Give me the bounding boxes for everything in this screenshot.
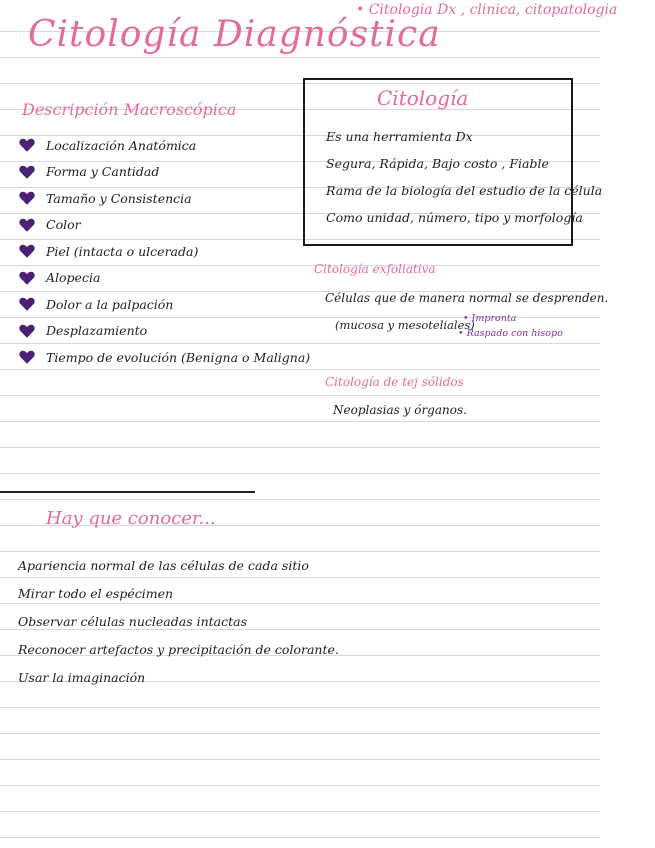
- subject-tag: • Citologia Dx , clinica, citopatologia: [356, 2, 618, 18]
- macro-heading: Descripción Macroscópica: [22, 100, 237, 119]
- heart-icon: [18, 295, 36, 313]
- exfoliativa-description: Células que de manera normal se desprenden.: [325, 291, 609, 305]
- page-margin: [600, 0, 655, 848]
- heart-icon: [18, 322, 36, 340]
- list-item-label: Localización Anatómica: [46, 137, 197, 153]
- exfoliativa-title: Citología exfoliativa: [314, 262, 436, 276]
- list-item: Mirar todo el espécimen: [18, 586, 174, 601]
- list-item-label: Alopecia: [46, 270, 101, 286]
- heart-icon: [18, 348, 36, 366]
- list-item: Reconocer artefactos y precipitación de colorante.: [18, 642, 339, 657]
- heart-icon: [18, 242, 36, 260]
- list-item-label: Dolor a la palpación: [46, 296, 174, 312]
- list-item: [18, 344, 310, 371]
- section-divider: [0, 491, 255, 493]
- list-item-label: Desplazamiento: [46, 323, 148, 339]
- list-item: [18, 185, 310, 212]
- heart-icon: [18, 269, 36, 287]
- list-item: [18, 318, 310, 345]
- exfoliativa-types: (mucosa y mesoteliales): [335, 318, 475, 332]
- list-item: [18, 238, 310, 265]
- tejidos-solidos-description: Neoplasias y órganos.: [333, 403, 467, 417]
- list-item: Observar células nucleadas intactas: [18, 614, 247, 629]
- heart-icon: [18, 189, 36, 207]
- citologia-box-line: Segura, Rápida, Bajo costo , Fiable: [326, 156, 549, 171]
- list-item: [18, 291, 310, 318]
- citologia-box-title: Citología: [377, 86, 469, 110]
- list-item-label: Forma y Cantidad: [46, 164, 160, 180]
- heart-icon: [18, 136, 36, 154]
- citologia-box-line: Rama de la biología del estudio de la célula: [326, 183, 603, 198]
- list-item-label: Tamaño y Consistencia: [46, 190, 192, 206]
- list-item-label: Color: [46, 217, 81, 233]
- page-title: Citología Diagnóstica: [28, 14, 441, 55]
- list-item-label: Piel (intacta o ulcerada): [46, 243, 199, 259]
- list-item: [18, 265, 310, 292]
- list-item-label: Tiempo de evolución (Benigna o Maligna): [46, 349, 311, 365]
- list-item: Apariencia normal de las células de cada sitio: [18, 558, 309, 573]
- exfoliativa-method: • Raspado con hisopo: [458, 328, 563, 339]
- list-item: [18, 132, 310, 159]
- hay-que-conocer-heading: Hay que conocer...: [46, 508, 216, 529]
- citologia-box-line: Es una herramienta Dx: [326, 129, 473, 144]
- exfoliativa-method: • Impronta: [463, 313, 517, 324]
- list-item: Usar la imaginación: [18, 670, 146, 685]
- tejidos-solidos-title: Citología de tej sólidos: [325, 375, 464, 389]
- heart-icon: [18, 163, 36, 181]
- list-item: [18, 159, 310, 186]
- heart-icon: [18, 216, 36, 234]
- list-item: [18, 212, 310, 239]
- hay-que-conocer-list: [18, 558, 339, 698]
- macro-list: [18, 132, 310, 371]
- citologia-box-line: Como unidad, número, tipo y morfología: [326, 210, 583, 225]
